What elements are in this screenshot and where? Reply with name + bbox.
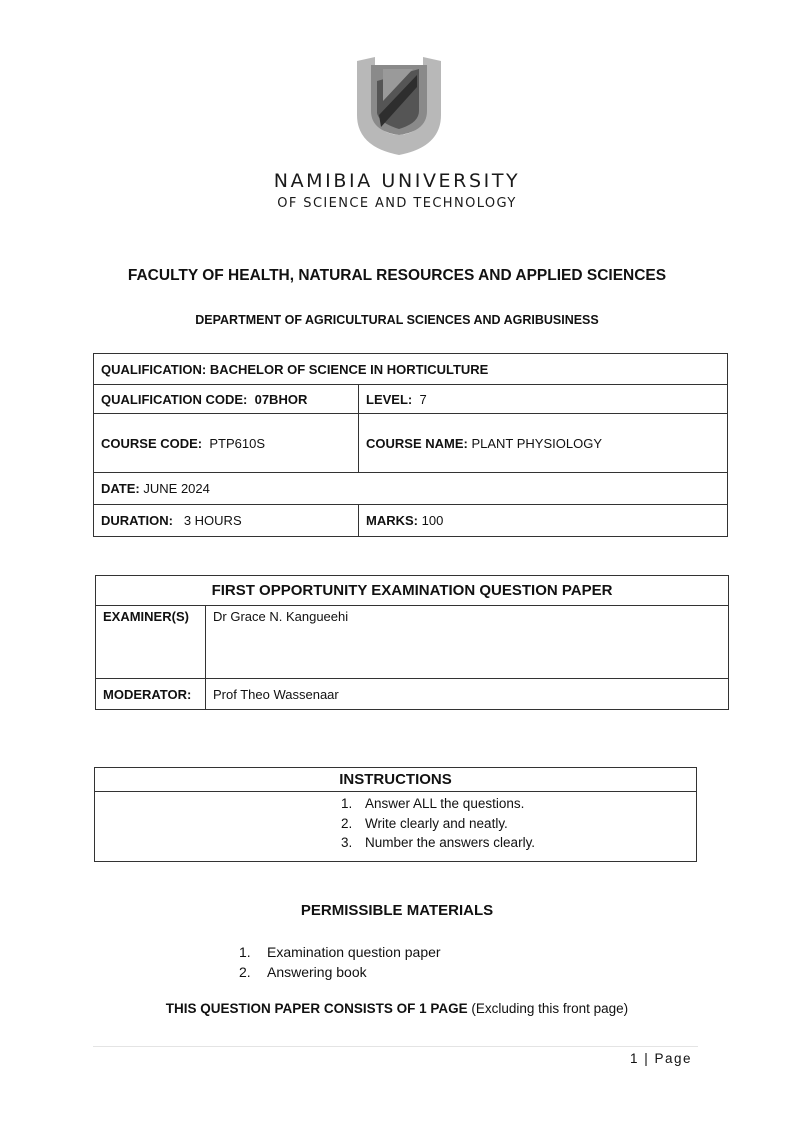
university-logo-icon xyxy=(353,55,445,157)
page-count-bold: THIS QUESTION PAPER CONSISTS OF 1 PAGE xyxy=(165,1001,468,1016)
page-count-note xyxy=(0,1001,794,1016)
course-code-label: COURSE CODE: xyxy=(101,435,203,451)
qualification-code-cell xyxy=(94,385,359,414)
list-item: 3. Number the answers clearly. xyxy=(341,835,536,850)
marks-label: MARKS: xyxy=(366,513,418,528)
faculty-title: FACULTY OF HEALTH, NATURAL RESOURCES AND APPLIED SCIENCES xyxy=(127,267,667,284)
date-value: JUNE 2024 xyxy=(143,481,210,496)
qualification-cell xyxy=(94,354,728,385)
marks-value: 100 xyxy=(421,513,444,528)
level-value: 7 xyxy=(419,391,427,407)
moderator-value: Prof Theo Wassenaar xyxy=(206,679,729,710)
qualification-code-label: QUALIFICATION CODE: xyxy=(101,391,248,407)
duration-value: 3 HOURS xyxy=(183,513,242,528)
examiner-label: EXAMINER(S) xyxy=(96,606,206,679)
course-name-value: PLANT PHYSIOLOGY xyxy=(471,435,602,451)
duration-cell xyxy=(94,505,359,537)
list-item: 2. Write clearly and neatly. xyxy=(341,815,508,831)
instructions-list xyxy=(341,794,696,853)
list-item: 1. Answer ALL the questions. xyxy=(341,796,525,811)
permissible-materials-title: PERMISSIBLE MATERIALS xyxy=(300,902,494,919)
instructions-title: INSTRUCTIONS xyxy=(95,768,697,792)
instructions-body xyxy=(95,792,697,862)
date-cell xyxy=(94,473,728,505)
course-name-label: COURSE NAME: xyxy=(366,435,468,451)
course-code-cell xyxy=(94,414,359,473)
date-label: DATE: xyxy=(101,481,140,496)
level-label: LEVEL: xyxy=(366,391,413,407)
moderator-label: MODERATOR: xyxy=(96,679,206,710)
exam-paper-title: FIRST OPPORTUNITY EXAMINATION QUESTION PAPER xyxy=(96,576,729,606)
university-name: NAMIBIA UNIVERSITY xyxy=(273,170,521,192)
marks-cell xyxy=(359,505,728,537)
qualification-value: BACHELOR OF SCIENCE IN HORTICULTURE xyxy=(209,361,489,377)
course-code-value: PTP610S xyxy=(209,435,266,451)
footer-divider xyxy=(93,1046,698,1047)
qualification-label: QUALIFICATION: xyxy=(101,361,207,377)
department-title: DEPARTMENT OF AGRICULTURAL SCIENCES AND AGRIBUSINESS xyxy=(195,313,599,327)
qualification-code-value: 07BHOR xyxy=(254,391,308,407)
examiner-value: Dr Grace N. Kangueehi xyxy=(206,606,729,679)
list-item: 2. Answering book xyxy=(239,964,367,980)
duration-label: DURATION: xyxy=(101,513,173,528)
list-item: 1. Examination question paper xyxy=(239,944,441,960)
permissible-materials-list xyxy=(239,942,441,982)
level-cell xyxy=(359,385,728,414)
examination-table xyxy=(95,575,729,710)
instructions-table xyxy=(94,767,697,862)
university-subtitle: OF SCIENCE AND TECHNOLOGY xyxy=(277,196,517,211)
page-count-normal: (Excluding this front page) xyxy=(467,1001,629,1016)
page-number: 1 | Page xyxy=(629,1051,692,1066)
course-name-cell xyxy=(359,414,728,473)
qualification-table xyxy=(93,353,728,537)
